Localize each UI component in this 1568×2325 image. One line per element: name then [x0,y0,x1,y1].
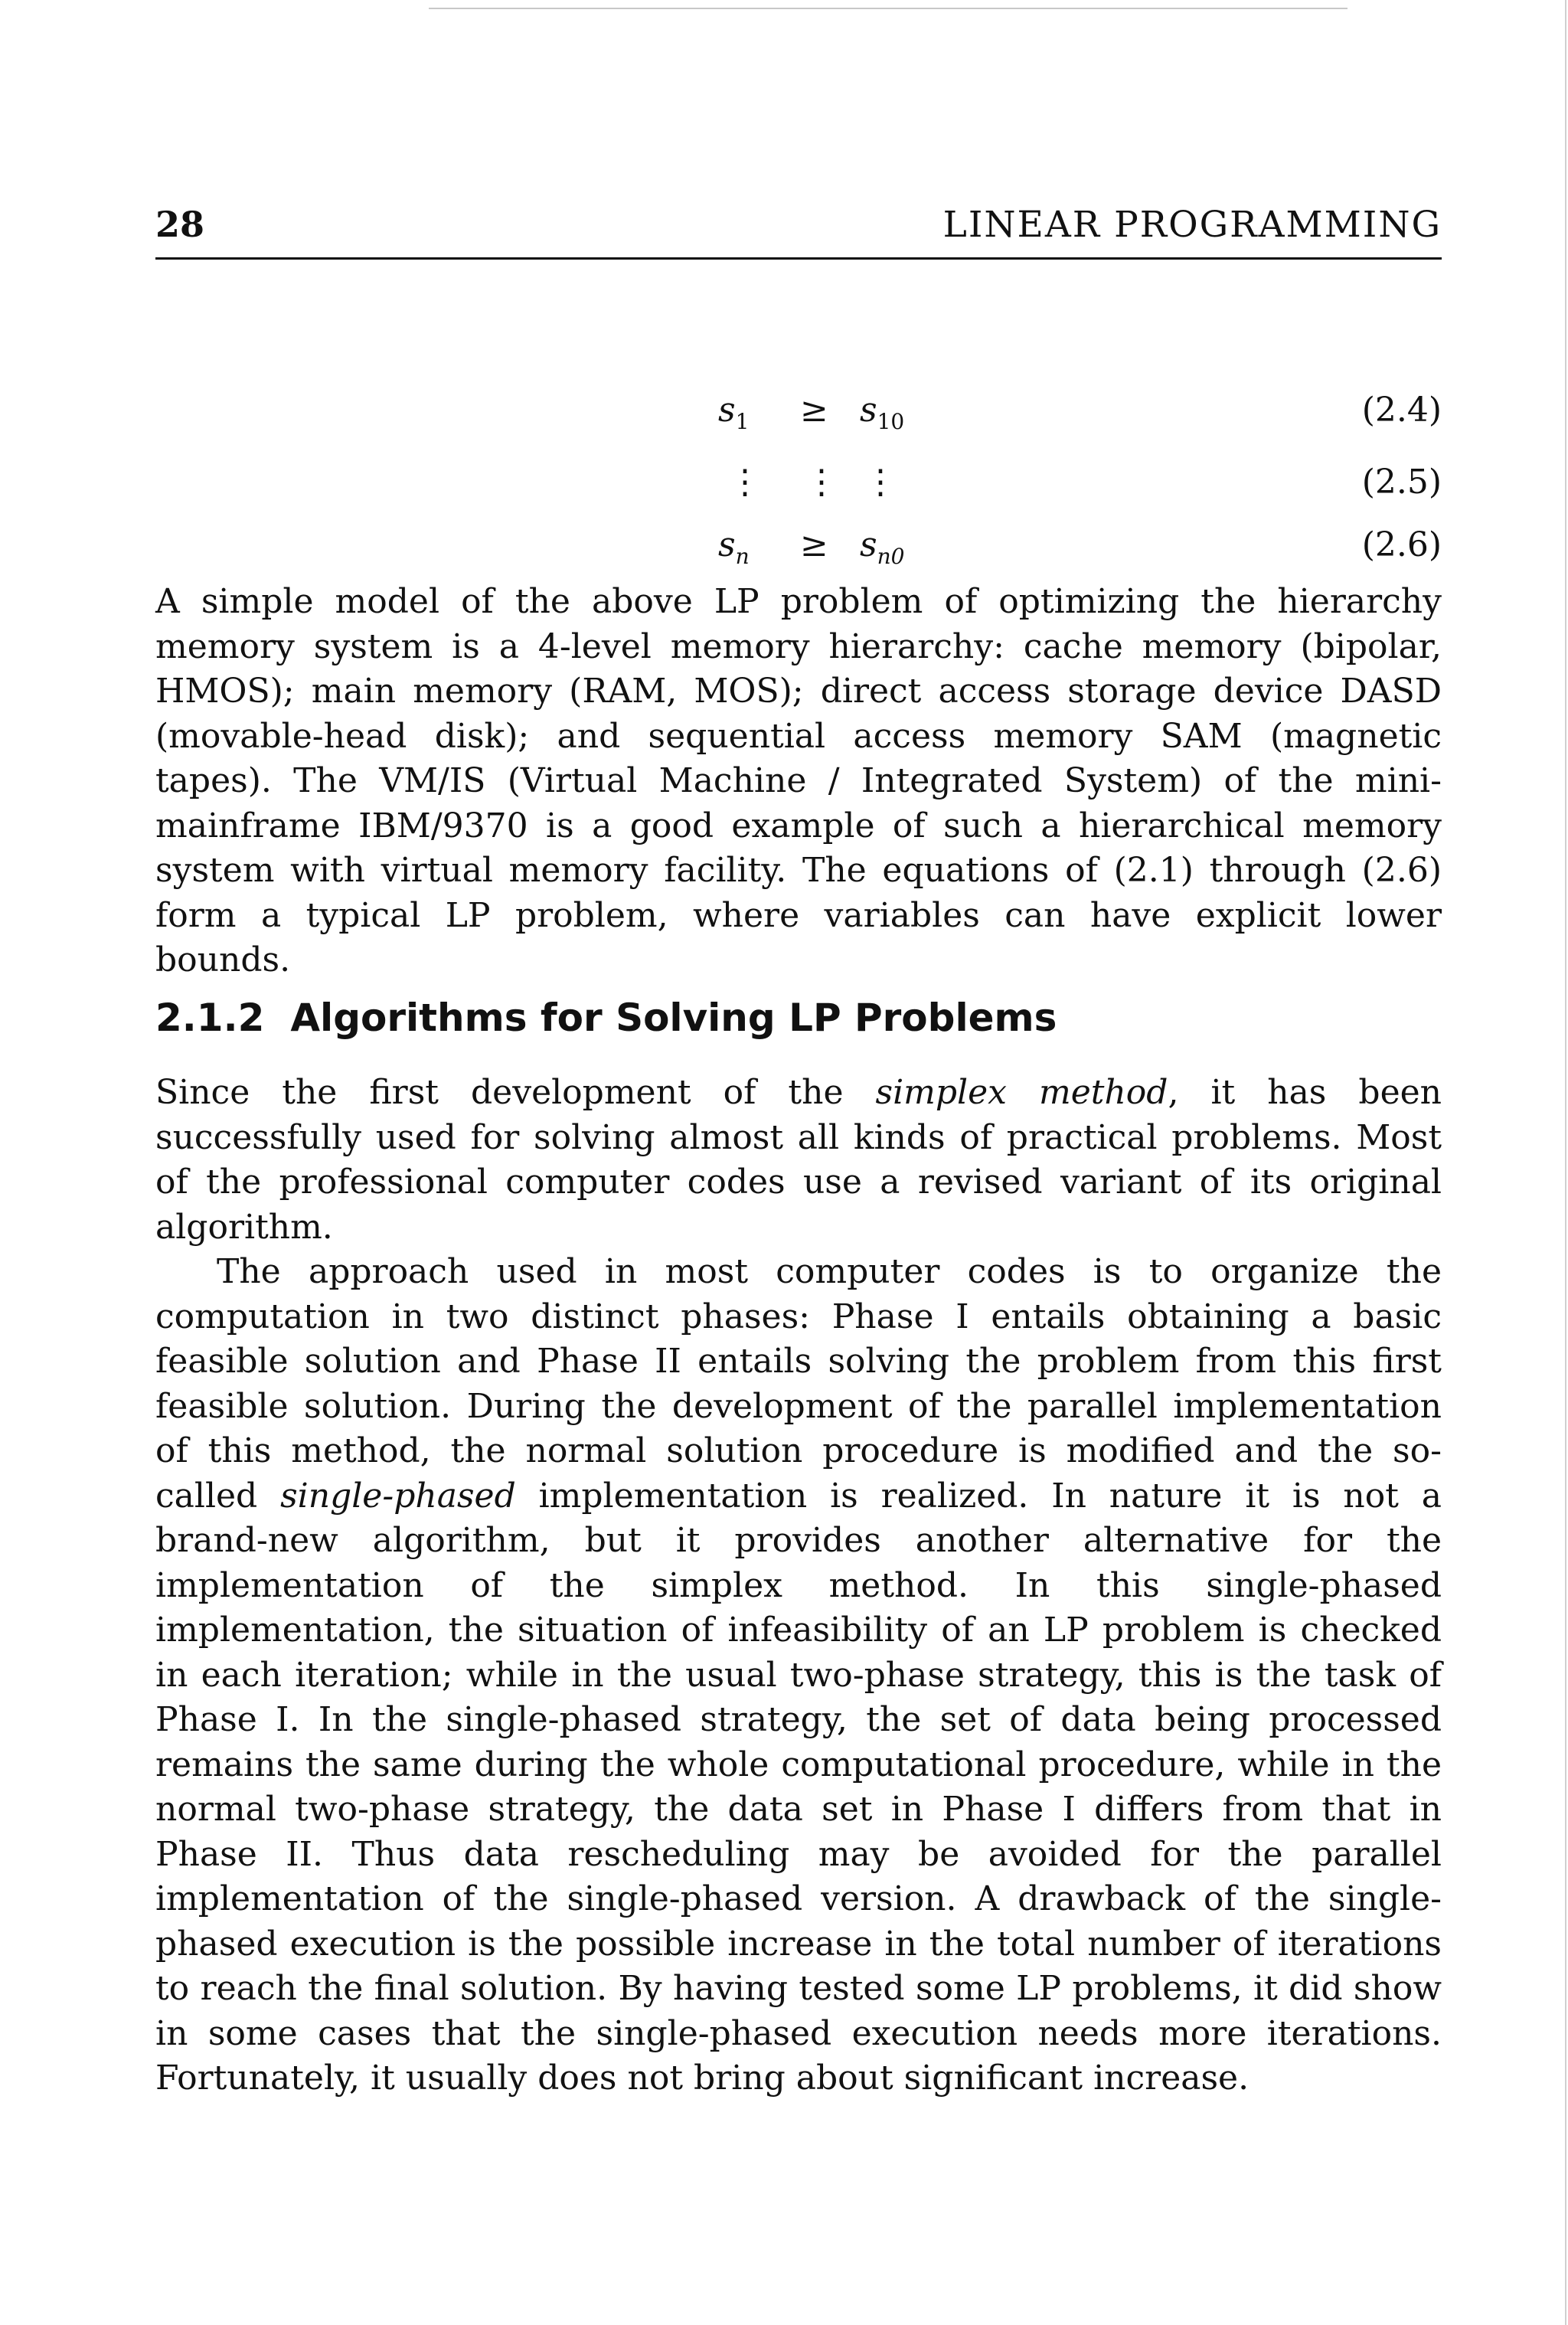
equation-2-6 [155,525,1442,571]
equation-number: (2.4) [1361,391,1442,430]
paragraph-memory-hierarchy: A simple model of the above LP problem of optimizing the hierarchy memory system is a 4-level memory hierarchy: cache memory (bipolar, HMOS); main memory (RAM, MOS); direct access storage device DASD (movable-head disk); and sequential access memory SAM (magnetic tapes). The VM/IS (Virtual Machine / Integrated System) of the mini-mainframe IBM/9370 is a good example of such a hierarchical memory system with virtual memory facility. The equations of (2.1) through (2.6) form a typical LP problem, where variables can have explicit lower bounds. [155,582,1442,979]
paragraph-text: Since the first development of the [155,1073,876,1112]
equation-rhs: $s_{n0}$ [860,525,905,569]
body-text-top [155,580,1442,983]
chapter-title: LINEAR PROGRAMMING [942,204,1442,246]
emphasis-simplex-method: simplex method [875,1073,1168,1112]
equation-lhs: $s_1$ [718,391,750,434]
equation-lhs-dots: ⋮ [728,463,762,502]
emphasis-single-phased: single-phased [280,1476,516,1516]
equation-lhs: $s_n$ [718,525,750,569]
page-number: 28 [155,204,205,245]
header-rule [155,257,1442,260]
section-title: Algorithms for Solving LP Problems [290,996,1057,1040]
paragraph-simplex-intro [155,1071,1442,1250]
paragraph-text: , it has been successfully used for solving almost all kinds of practical problems. Most of the professional computer codes use a revised variant of its original algorithm. [155,1073,1442,1247]
section-heading [155,996,1442,1040]
paragraph-text: The approach used in most computer codes is to organize the computation in two distinct phases: Phase I entails obtaining a basic feasible solution and Phase II entails solving the problem from this first feasible solution. During the development of the parallel implementation of this method, the normal solution procedure is modified and the so-called [155,1252,1442,1516]
body-text-section [155,1071,1442,2101]
equation-rhs-dots: ⋮ [864,463,897,502]
scan-edge-right [1565,0,1566,2325]
equation-number: (2.5) [1361,463,1442,502]
equation-operator: ≥ [800,525,828,564]
equation-rhs: $s_{10}$ [860,391,905,434]
paragraph-text: implementation is realized. In nature it is not a brand-new algorithm, but it provides another alternative for the implementation of the simplex method. In this single-phased implementation, the situation of infeasibility of an LP problem is checked in each iteration; while in the usual two-phase strategy, this is the task of Phase I. In the single-phased strategy, the set of data being processed remains the same during the whole computational procedure, while in the normal two-phase strategy, the data set in Phase I differs from that in Phase II. Thus data rescheduling may be avoided for the parallel implementation of the single-phased version. A drawback of the single-phased execution is the possible increase in the total number of iterations to reach the final solution. By having tested some LP problems, it did show in some cases that the single-phased execution needs more iterations. Fortunately, it usually does not bring about significant increase. [155,1476,1442,2098]
section-number: 2.1.2 [155,996,265,1040]
equation-operator: ≥ [800,391,828,430]
scan-edge-top [429,8,1348,9]
paragraph-single-phased [155,1250,1442,2101]
running-head [155,196,1442,257]
equation-2-5 [155,463,1442,508]
equation-number: (2.6) [1361,525,1442,564]
equation-operator-dots: ⋮ [805,463,838,502]
equation-2-4 [155,391,1442,437]
